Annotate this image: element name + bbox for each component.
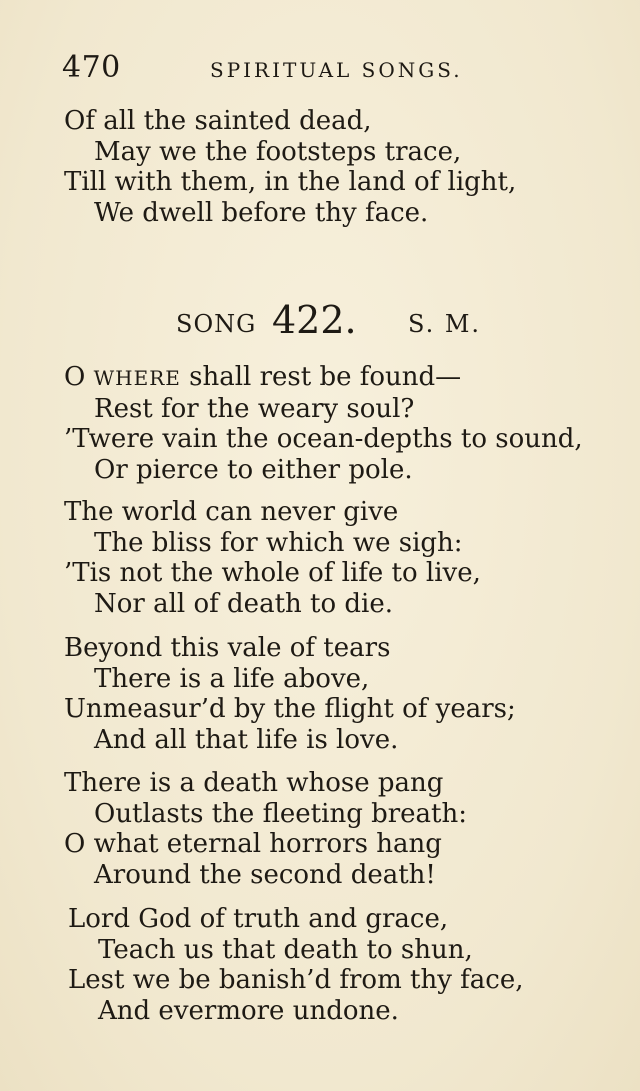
first-word: O — [64, 362, 86, 392]
verse-line: The bliss for which we sigh: — [94, 527, 463, 558]
verse-line: Till with them, in the land of light, — [64, 167, 517, 197]
verse-line: Lest we be banish’d from thy face, — [68, 965, 524, 995]
verse-line: Outlasts the fleeting breath: — [94, 798, 468, 829]
verse-line: Unmeasur’d by the flight of years; — [64, 694, 516, 724]
verse-line: Teach us that death to shun, — [98, 934, 473, 965]
page-number: 470 — [62, 50, 121, 85]
verse-line: Nor all of death to die. — [94, 588, 393, 619]
song-heading — [176, 298, 496, 348]
verse-line: Rest for the weary soul? — [94, 393, 415, 424]
page-header — [62, 50, 482, 86]
verse-line: Of all the sainted dead, — [64, 106, 372, 136]
first-line-rest: shall rest be found— — [180, 362, 462, 392]
verse-line: And all that life is love. — [94, 724, 399, 755]
stanza-2 — [0, 497, 640, 619]
verse-line: Around the second death! — [94, 859, 436, 890]
stanza-4 — [0, 768, 640, 890]
verse-line: The world can never give — [64, 497, 399, 527]
verse-line: ’Tis not the whole of life to live, — [64, 558, 481, 588]
verse-line: There is a life above, — [94, 663, 370, 694]
verse-line-first — [0, 362, 640, 394]
song-meter: S. M. — [408, 310, 482, 338]
first-word-smallcaps: WHERE — [93, 366, 181, 390]
verse-line: We dwell before thy face. — [94, 197, 429, 228]
stanza-5 — [0, 904, 640, 1026]
verse-line: Lord God of truth and grace, — [68, 904, 449, 934]
stanza-1 — [0, 362, 640, 485]
continuation-stanza — [0, 106, 640, 228]
verse-line: O what eternal horrors hang — [64, 829, 442, 859]
verse-line: And evermore undone. — [98, 995, 399, 1026]
verse-line: Or pierce to either pole. — [94, 454, 413, 485]
verse-line: ’Twere vain the ocean-depths to sound, — [64, 424, 583, 454]
song-number: 422. — [272, 298, 357, 342]
verse-line: There is a death whose pang — [64, 768, 444, 798]
song-label: SONG — [176, 310, 257, 338]
stanza-3 — [0, 633, 640, 755]
verse-line: May we the footsteps trace, — [94, 136, 462, 167]
verse-line: Beyond this vale of tears — [64, 633, 391, 663]
running-title: SPIRITUAL SONGS. — [210, 58, 463, 82]
